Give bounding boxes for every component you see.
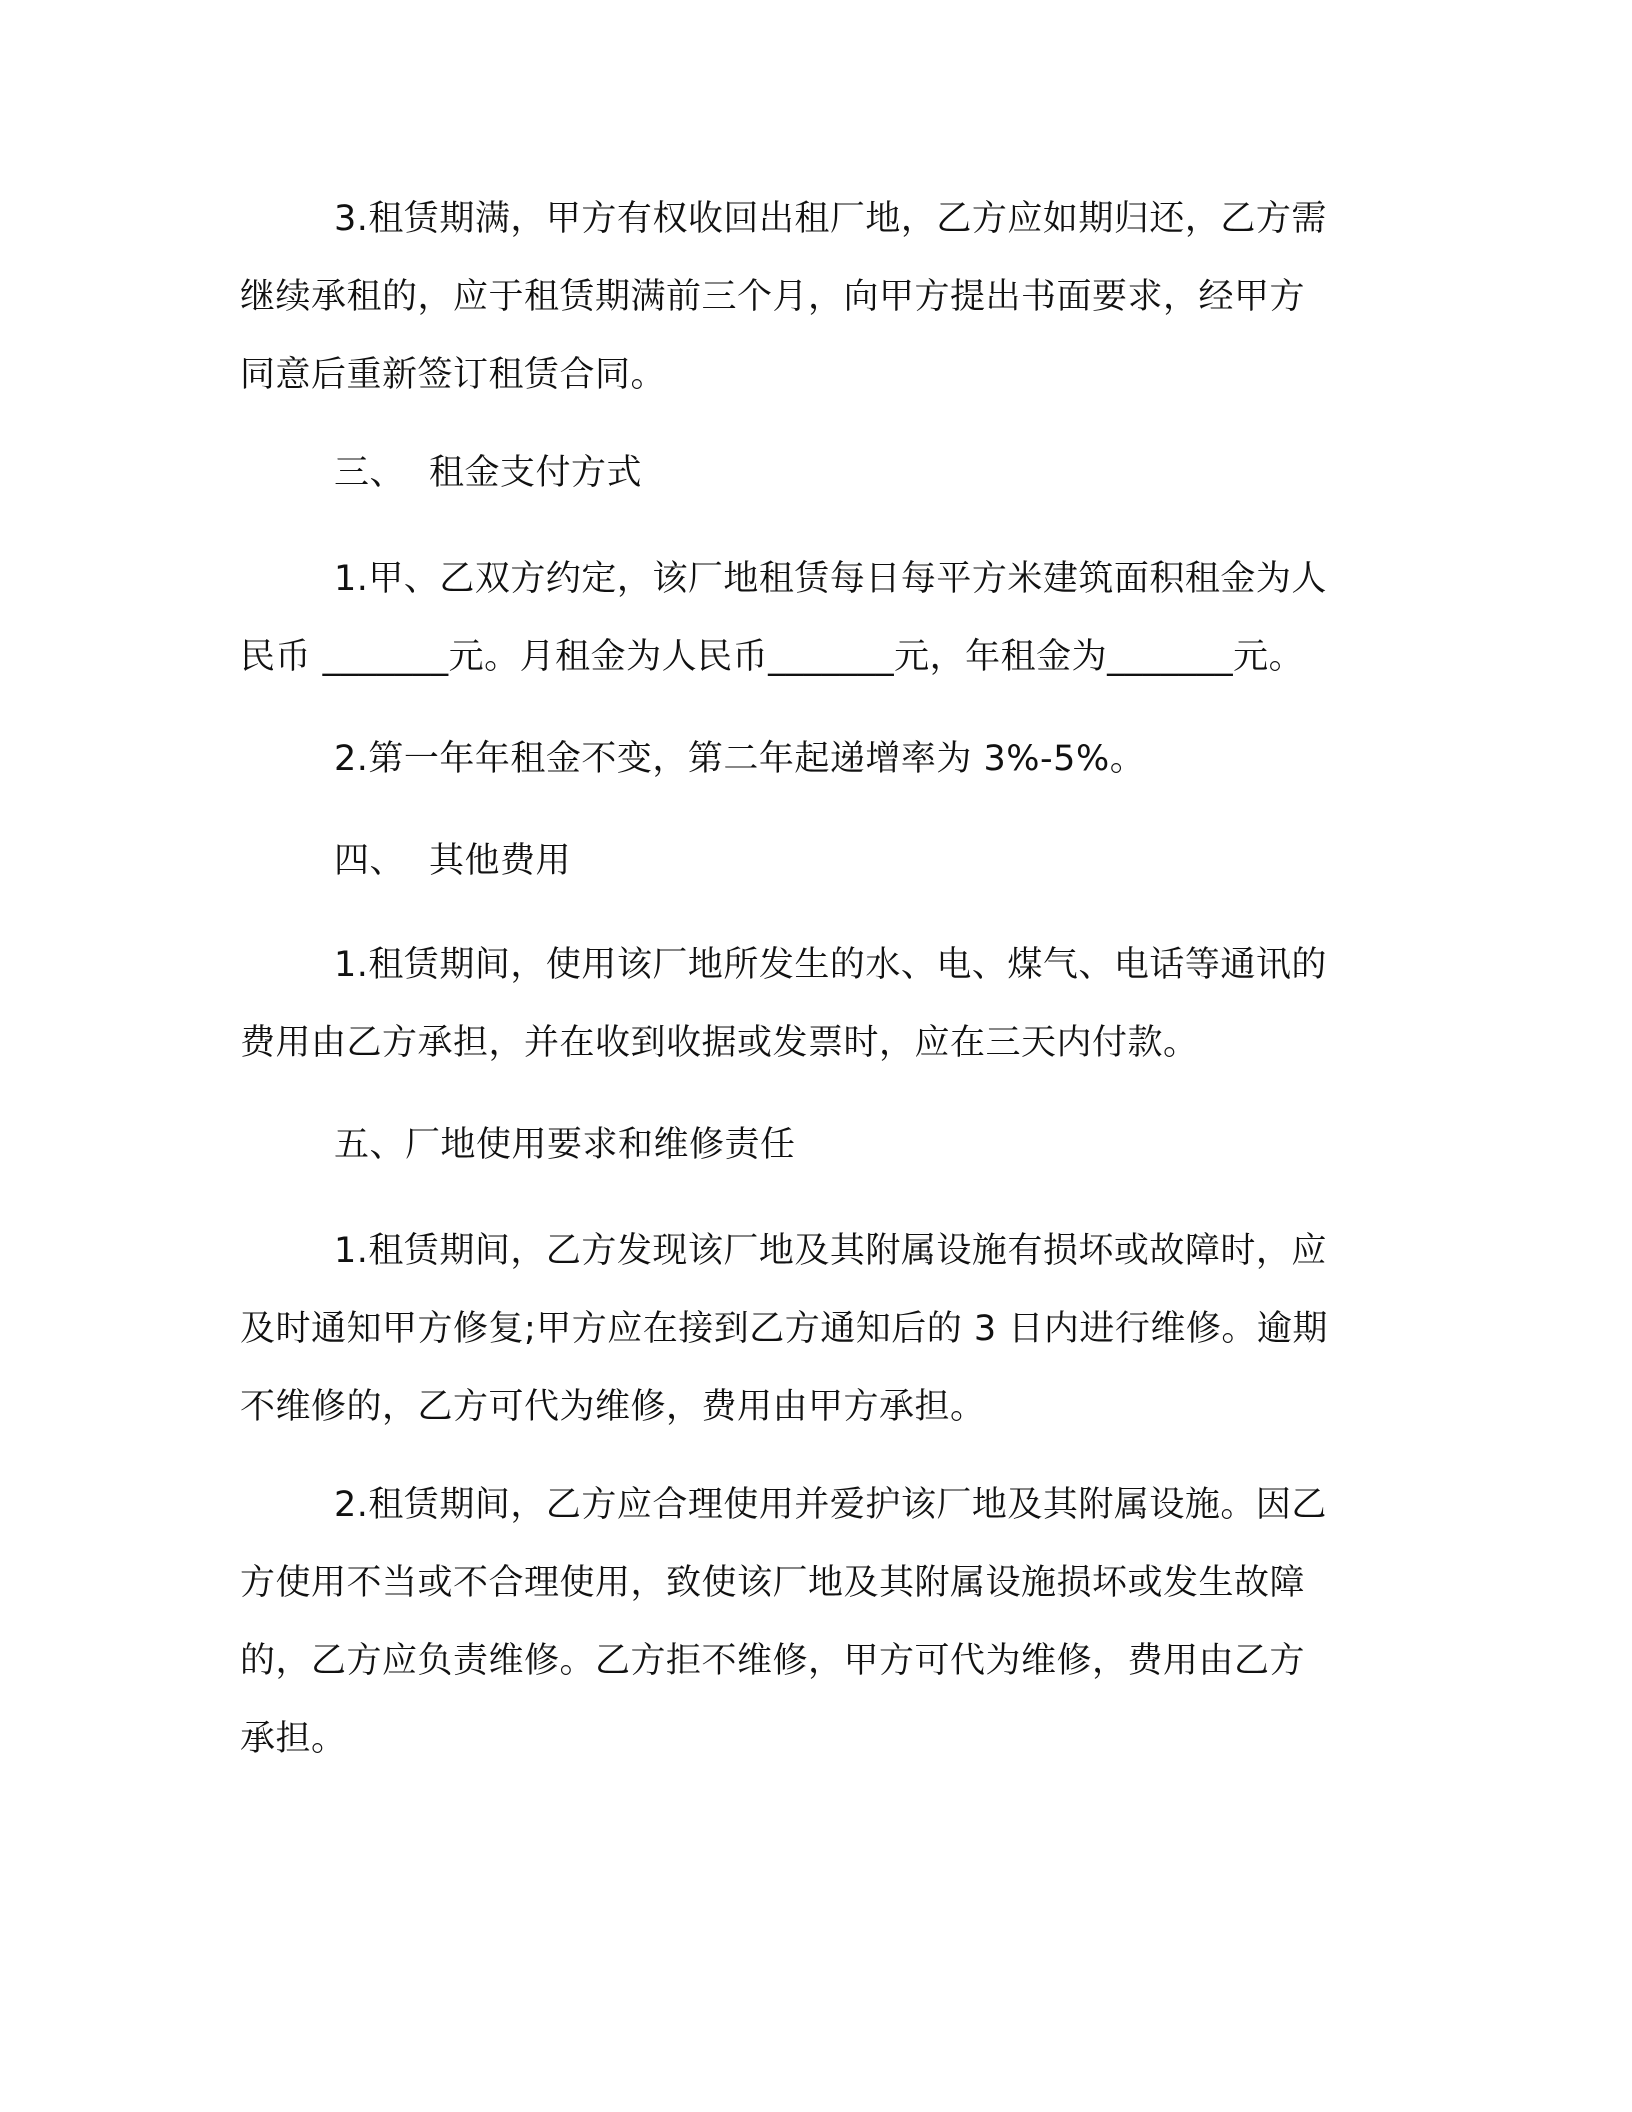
text-line: 1.租赁期间，乙方发现该厂地及其附属设施有损坏或故障时，应 (334, 1231, 1327, 1271)
text-line: 继续承租的，应于租赁期满前三个月，向甲方提出书面要求，经甲方 (240, 277, 1306, 317)
heading-title: 其他费用 (429, 841, 572, 881)
section-heading-rent-payment (240, 434, 1380, 512)
paragraph-landlord-repair (240, 1212, 1380, 1446)
text-line: 费用由乙方承担，并在收到收据或发票时，应在三天内付款。 (240, 1023, 1199, 1063)
heading-number: 三、 (334, 453, 406, 493)
text-line: 1.租赁期间，使用该厂地所发生的水、电、煤气、电话等通讯的 (334, 945, 1327, 985)
heading-line (240, 434, 1380, 512)
text-line: 1.甲、乙双方约定，该厂地租赁每日每平方米建筑面积租金为人 (334, 559, 1327, 599)
heading-number: 五、 (334, 1125, 406, 1165)
paragraph-rent-amount (240, 540, 1380, 696)
text-line: 民币 _______元。月租金为人民币_______元，年租金为_______元。 (240, 637, 1305, 677)
section-heading-maintenance (240, 1106, 1380, 1184)
heading-title: 厂地使用要求和维修责任 (405, 1125, 796, 1165)
text-line: 及时通知甲方修复;甲方应在接到乙方通知后的 3 日内进行维修。逾期 (240, 1309, 1328, 1349)
text-line: 同意后重新签订租赁合同。 (240, 355, 667, 395)
heading-title: 租金支付方式 (429, 453, 643, 493)
text-line: 不维修的，乙方可代为维修，费用由甲方承担。 (240, 1387, 986, 1427)
text-line: 的，乙方应负责维修。乙方拒不维修，甲方可代为维修，费用由乙方 (240, 1641, 1306, 1681)
paragraph-rent-increase (240, 720, 1380, 798)
paragraph-utility-fees (240, 926, 1380, 1082)
text-line: 承担。 (240, 1719, 347, 1759)
text-line: 方使用不当或不合理使用，致使该厂地及其附属设施损坏或发生故障 (240, 1563, 1306, 1603)
paragraph-lease-expiry (240, 180, 1380, 414)
text-line: 3.租赁期满，甲方有权收回出租厂地，乙方应如期归还，乙方需 (334, 199, 1327, 239)
heading-line (240, 1106, 1380, 1184)
text-line: 2.第一年年租金不变，第二年起递增率为 3%-5%。 (334, 739, 1146, 779)
paragraph-tenant-repair (240, 1466, 1380, 1778)
heading-line (240, 822, 1380, 900)
heading-number: 四、 (334, 841, 406, 881)
text-line: 2.租赁期间，乙方应合理使用并爱护该厂地及其附属设施。因乙 (334, 1485, 1327, 1525)
section-heading-other-fees (240, 822, 1380, 900)
